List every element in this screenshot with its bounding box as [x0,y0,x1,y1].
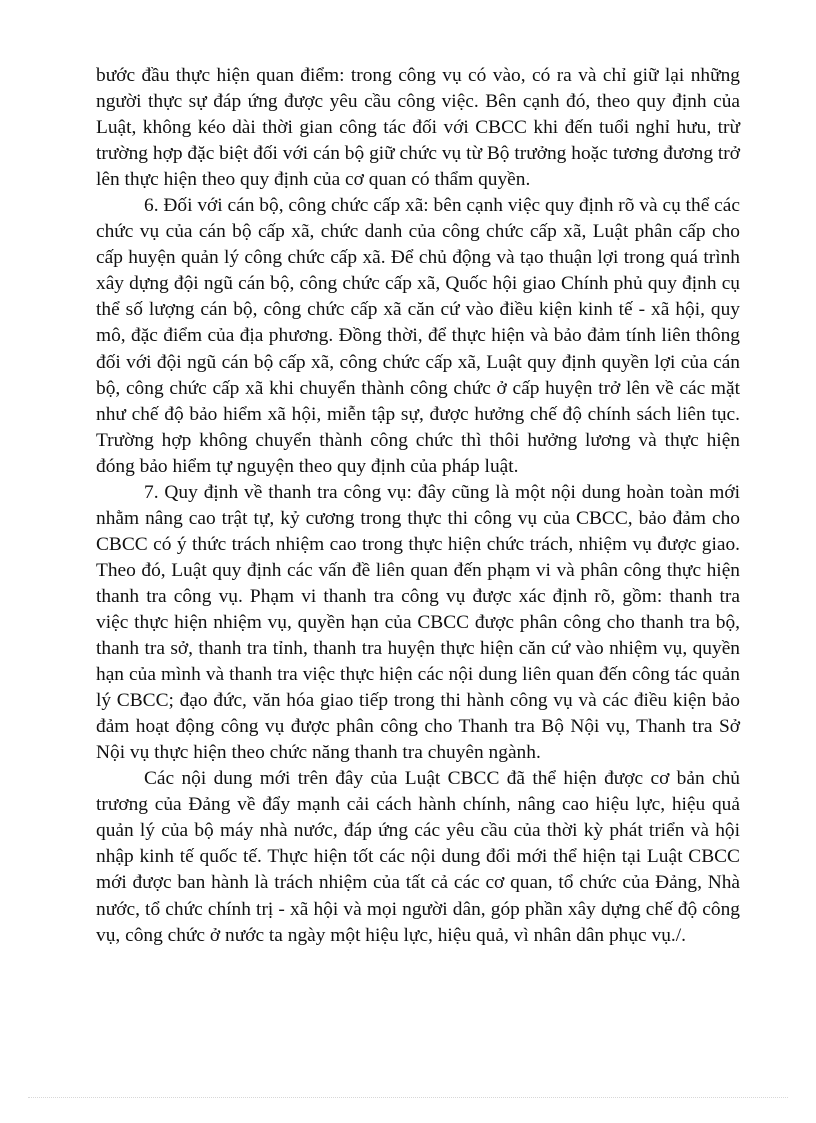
paragraph-item-6: 6. Đối với cán bộ, công chức cấp xã: bên cạnh việc quy định rõ và cụ thể các chức vụ của cán bộ cấp xã, chức danh của công chức cấp xã, Luật phân cấp cho cấp huyện quản lý công chức cấp xã. Để chủ động và tạo thuận lợi trong quá trình xây dựng đội ngũ cán bộ, công chức cấp xã, Quốc hội giao Chính phủ quy định cụ thể số lượng cán bộ, công chức cấp xã căn cứ vào điều kiện kinh tế - xã hội, quy mô, đặc điểm của địa phương. Đồng thời, để thực hiện và bảo đảm tính liên thông đối với đội ngũ cán bộ cấp xã, công chức cấp xã, Luật quy định quyền lợi của cán bộ, công chức cấp xã khi chuyển thành công chức ở cấp huyện trở lên về các mặt như chế độ bảo hiểm xã hội, miễn tập sự, được hưởng chế độ chính sách liên tục. Trường hợp không chuyển thành công chức thì thôi hưởng lương và thực hiện đóng bảo hiểm tự nguyện theo quy định của pháp luật. [96,195,740,477]
paragraph-continuation: bước đầu thực hiện quan điểm: trong công vụ có vào, có ra và chỉ giữ lại những người thực sự đáp ứng được yêu cầu công việc. Bên cạnh đó, theo quy định của Luật, không kéo dài thời gian công tác đối với CBCC khi đến tuổi nghỉ hưu, trừ trường hợp đặc biệt đối với cán bộ giữ chức vụ từ Bộ trưởng hoặc tương đương trở lên thực hiện theo quy định của cơ quan có thẩm quyền. [96,65,740,191]
paragraph-item-7: 7. Quy định về thanh tra công vụ: đây cũng là một nội dung hoàn toàn mới nhằm nâng cao trật tự, kỷ cương trong thực thi công vụ của CBCC, bảo đảm cho CBCC có ý thức trách nhiệm cao trong thực hiện chức trách, nhiệm vụ được giao. Theo đó, Luật quy định các vấn đề liên quan đến phạm vi và phân công thực hiện thanh tra công vụ. Phạm vi thanh tra công vụ được xác định rõ, gồm: thanh tra việc thực hiện nhiệm vụ, quyền hạn của CBCC được phân công cho thanh tra bộ, thanh tra sở, thanh tra tỉnh, thanh tra huyện thực hiện căn cứ vào nhiệm vụ, quyền hạn của mình và thanh tra việc thực hiện các nội dung liên quan đến công tác quản lý CBCC; đạo đức, văn hóa giao tiếp trong thi hành công vụ và các điều kiện bảo đảm hoạt động công vụ được phân công cho Thanh tra Bộ Nội vụ, Thanh tra Sở Nội vụ thực hiện theo chức năng thanh tra chuyên ngành. [96,481,740,764]
page-bottom-divider [28,1097,788,1098]
paragraph-conclusion: Các nội dung mới trên đây của Luật CBCC đã thể hiện được cơ bản chủ trương của Đảng về đẩy mạnh cải cách hành chính, nâng cao hiệu lực, hiệu quả quản lý của bộ máy nhà nước, đáp ứng các yêu cầu của thời kỳ phát triển và hội nhập kinh tế quốc tế. Thực hiện tốt các nội dung đổi mới thể hiện tại Luật CBCC mới được ban hành là trách nhiệm của tất cả các cơ quan, tổ chức của Đảng, Nhà nước, tổ chức chính trị - xã hội và mọi người dân, góp phần xây dựng chế độ công vụ, công chức ở nước ta ngày một hiệu lực, hiệu quả, vì nhân dân phục vụ./. [96,768,740,946]
document-body [96,63,740,949]
